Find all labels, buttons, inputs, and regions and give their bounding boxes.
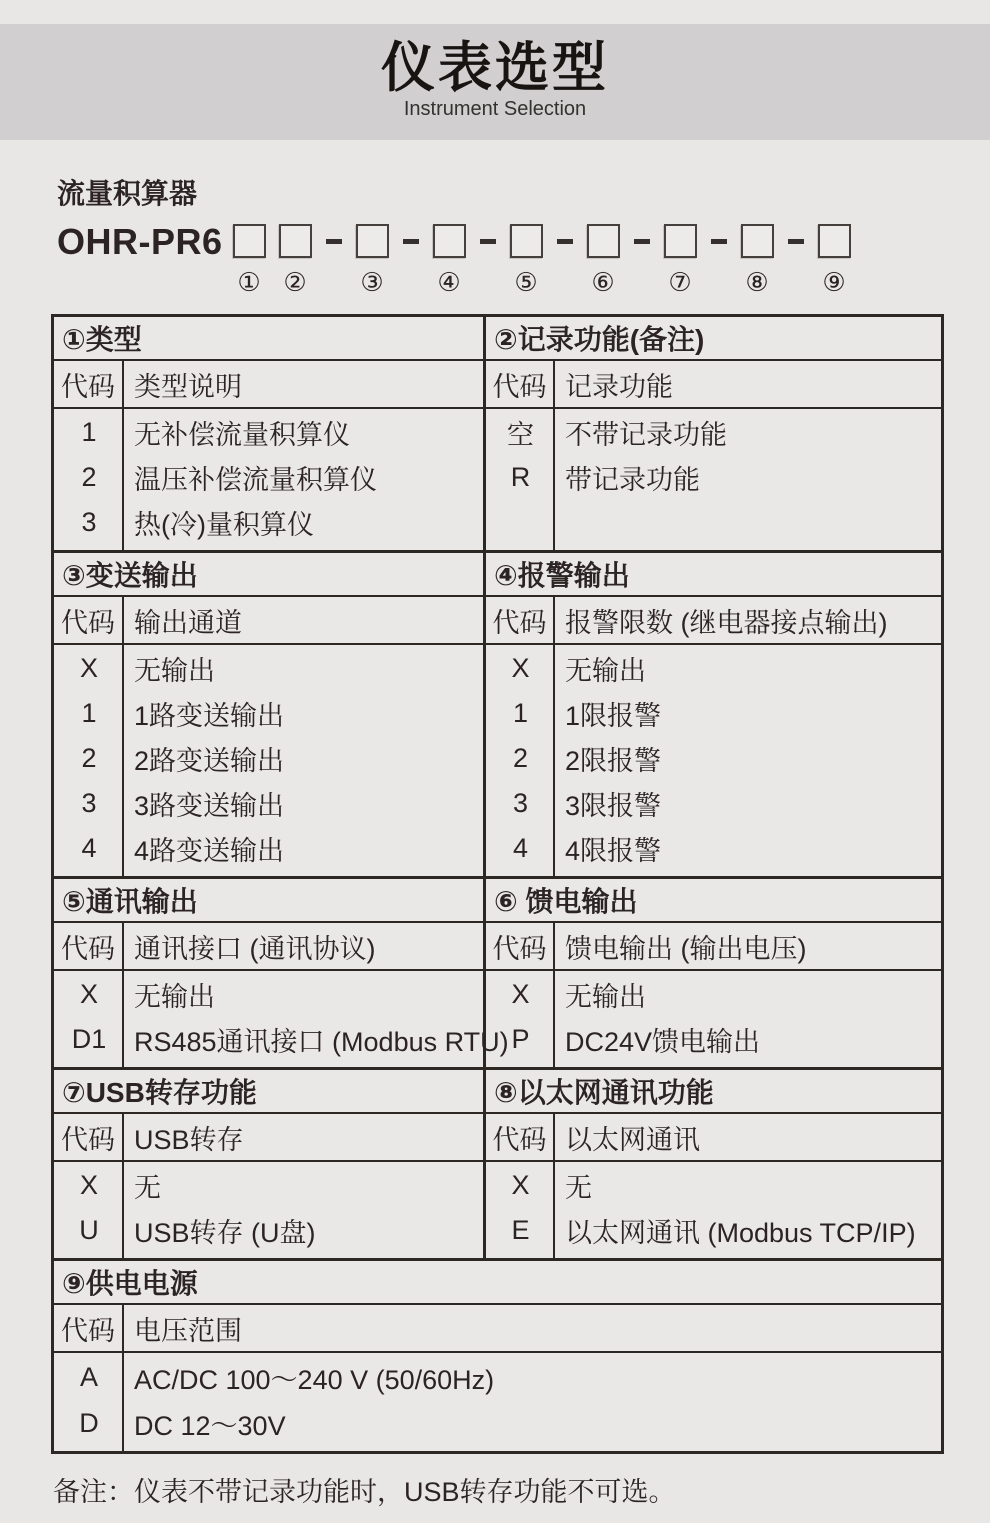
page-subtitle: Instrument Selection (403, 97, 587, 120)
code-cell: U (79, 1215, 99, 1245)
column-divider (553, 1162, 555, 1258)
selection-table (51, 314, 944, 1454)
desc-column-header: 报警限数 (继电器接点输出) (565, 607, 888, 638)
table-row (54, 410, 483, 455)
section-header-row (54, 1114, 483, 1162)
position-number: ① (237, 268, 261, 298)
section-body (486, 971, 941, 1067)
code-cell: X (79, 1170, 98, 1200)
model-dash (634, 224, 650, 258)
desc-cell: 无输出 (565, 982, 646, 1012)
model-digit-box (233, 224, 266, 258)
model-dash (326, 224, 342, 258)
desc-column-header: USB转存 (134, 1124, 244, 1155)
code-column-header: 代码 (54, 361, 124, 407)
code-cell: 1 (81, 417, 97, 447)
code-cell: P (511, 1024, 530, 1054)
column-divider (122, 971, 124, 1067)
section-body (486, 645, 941, 876)
model-dash (480, 224, 496, 258)
desc-cell: 热(冷)量积算仪 (134, 510, 314, 540)
code-cell: D1 (71, 1024, 107, 1054)
model-digit-box (587, 224, 620, 258)
table-row (54, 781, 483, 826)
code-cell: X (79, 653, 98, 683)
code-column-header: 代码 (486, 361, 555, 407)
dash-icon (403, 224, 419, 258)
section-body (54, 645, 483, 876)
section-header-row (486, 597, 941, 645)
section-header-row (486, 361, 941, 409)
section-header-row (54, 597, 483, 645)
table-row (54, 1017, 509, 1062)
model-digit-box (510, 224, 543, 258)
code-cell: 2 (81, 462, 97, 492)
column-divider (122, 1353, 124, 1451)
table-row (54, 691, 483, 736)
model-position-6 (587, 224, 620, 296)
code-cell: 4 (81, 833, 97, 863)
section-body (54, 409, 483, 550)
section-usb-transfer (54, 1070, 483, 1258)
desc-cell: 1路变送输出 (134, 701, 285, 731)
code-column-header: 代码 (54, 1305, 124, 1351)
code-cell: X (511, 979, 530, 1009)
section-header-row (54, 923, 483, 971)
model-digit-box (818, 224, 851, 258)
model-code-row (57, 221, 990, 298)
desc-cell: DC 12～30V (134, 1410, 286, 1441)
code-cell: 4 (512, 833, 529, 863)
table-row (54, 500, 483, 545)
position-number: ③ (360, 268, 384, 298)
section-header-row (54, 1305, 941, 1353)
section-title: ③变送输出 (54, 553, 483, 597)
model-position-4 (433, 224, 466, 296)
section-title: ②记录功能(备注) (486, 317, 941, 361)
table-band-1 (54, 317, 941, 550)
table-row (54, 1354, 941, 1400)
model-position-8 (741, 224, 774, 296)
model-dash (711, 224, 727, 258)
code-column-header: 代码 (486, 597, 555, 643)
code-cell: 1 (512, 698, 529, 728)
position-number: ④ (437, 268, 461, 298)
position-number: ② (283, 268, 307, 298)
desc-column-header: 类型说明 (134, 371, 242, 402)
desc-cell: 无输出 (565, 656, 646, 686)
desc-cell: 3限报警 (565, 791, 662, 821)
section-body (486, 1162, 941, 1258)
section-body (486, 409, 941, 550)
code-cell: R (510, 462, 531, 492)
code-cell: 3 (81, 788, 97, 818)
model-dash (788, 224, 804, 258)
dash-icon (480, 224, 496, 258)
table-row (54, 736, 483, 781)
section-transmit-output (54, 553, 483, 876)
desc-column-header: 输出通道 (134, 607, 242, 638)
section-feed-output (483, 879, 941, 1067)
section-record-function (483, 317, 941, 550)
code-cell: A (79, 1361, 98, 1392)
position-number: ⑤ (514, 268, 538, 298)
desc-cell: 3路变送输出 (134, 791, 285, 821)
dash-icon (557, 224, 573, 258)
desc-cell: AC/DC 100～240 V (50/60Hz) (134, 1364, 495, 1395)
desc-column-header: 记录功能 (565, 371, 673, 402)
footnote: 备注：仪表不带记录功能时，USB转存功能不可选。 (53, 1477, 676, 1507)
column-divider (122, 1162, 124, 1258)
position-number: ⑦ (668, 268, 692, 298)
desc-cell: 4路变送输出 (134, 836, 285, 866)
code-cell: E (511, 1215, 530, 1245)
code-cell: X (511, 1170, 530, 1200)
desc-cell: 2路变送输出 (134, 746, 285, 776)
column-divider (122, 645, 124, 876)
table-row (54, 826, 483, 871)
code-cell: D (79, 1407, 99, 1438)
code-cell: 3 (81, 507, 97, 537)
model-prefix: OHR-PR6 (57, 221, 223, 262)
model-digit-box (664, 224, 697, 258)
section-alarm-output (483, 553, 941, 876)
section-header-row (54, 361, 483, 409)
section-title: ⑦USB转存功能 (54, 1070, 483, 1114)
desc-cell: 2限报警 (565, 746, 662, 776)
code-column-header: 代码 (54, 1114, 124, 1160)
section-title: ⑤通讯输出 (54, 879, 483, 923)
page-title: 仪表选型 (381, 38, 609, 98)
table-row (54, 455, 483, 500)
code-column-header: 代码 (486, 1114, 555, 1160)
desc-cell: 不带记录功能 (565, 420, 727, 450)
table-row (54, 972, 483, 1017)
desc-cell: 温压补偿流量积算仪 (134, 465, 377, 495)
section-title: ⑨供电电源 (54, 1261, 941, 1305)
desc-cell: 无 (565, 1173, 592, 1203)
table-band-4 (54, 1067, 941, 1258)
desc-cell: USB转存 (U盘) (134, 1218, 316, 1248)
desc-column-header: 电压范围 (134, 1315, 242, 1346)
code-cell: X (511, 653, 530, 683)
column-divider (122, 409, 124, 550)
table-row (54, 1400, 941, 1446)
table-band-2 (54, 550, 941, 876)
desc-cell: 无 (134, 1173, 161, 1203)
desc-cell: RS485通讯接口 (Modbus RTU) (134, 1027, 509, 1057)
code-cell: X (79, 979, 98, 1009)
model-dash (557, 224, 573, 258)
dash-icon (788, 224, 804, 258)
model-position-3 (356, 224, 389, 296)
code-cell: 3 (512, 788, 529, 818)
section-body (54, 971, 509, 1067)
section-body (54, 1162, 483, 1258)
desc-cell: 无输出 (134, 982, 215, 1012)
section-header-row (486, 923, 941, 971)
section-communication-output (54, 879, 509, 1067)
model-digit-box (356, 224, 389, 258)
section-body (54, 1353, 941, 1451)
code-cell: 2 (81, 743, 97, 773)
section-title: ①类型 (54, 317, 483, 361)
desc-cell: 4限报警 (565, 836, 662, 866)
dash-icon (326, 224, 342, 258)
position-number: ⑥ (591, 268, 615, 298)
code-cell: 2 (512, 743, 529, 773)
code-cell: 空 (507, 420, 534, 450)
section-title: ④报警输出 (486, 553, 941, 597)
desc-cell: DC24V馈电输出 (565, 1027, 761, 1057)
table-row (54, 1163, 483, 1208)
section-title: ⑧以太网通讯功能 (486, 1070, 941, 1114)
code-column-header: 代码 (486, 923, 555, 969)
desc-cell: 1限报警 (565, 701, 662, 731)
desc-cell: 无输出 (134, 656, 215, 686)
position-number: ⑧ (745, 268, 769, 298)
table-row (54, 1208, 483, 1253)
model-position-2 (279, 224, 312, 296)
dash-icon (634, 224, 650, 258)
section-header-row (486, 1114, 941, 1162)
dash-icon (711, 224, 727, 258)
page-header-band (0, 24, 990, 140)
desc-column-header: 馈电输出 (输出电压) (565, 933, 807, 964)
desc-cell: 无补偿流量积算仪 (134, 420, 350, 450)
model-position-9 (818, 224, 851, 296)
model-position-7 (664, 224, 697, 296)
model-digit-box (279, 224, 312, 258)
table-row (54, 646, 483, 691)
column-divider (553, 971, 555, 1067)
section-title: ⑥ 馈电输出 (486, 879, 941, 923)
desc-column-header: 通讯接口 (通讯协议) (134, 933, 376, 964)
code-column-header: 代码 (54, 923, 124, 969)
position-number: ⑨ (822, 268, 846, 298)
model-position-1 (233, 224, 266, 296)
model-digit-box (433, 224, 466, 258)
desc-cell: 以太网通讯 (Modbus TCP/IP) (565, 1218, 916, 1248)
section-power-supply (54, 1258, 941, 1451)
section-type (54, 317, 483, 550)
column-divider (553, 645, 555, 876)
model-digit-box (741, 224, 774, 258)
code-column-header: 代码 (54, 597, 124, 643)
product-name: 流量积算器 (57, 178, 198, 209)
model-position-5 (510, 224, 543, 296)
code-cell: 1 (81, 698, 97, 728)
desc-cell: 带记录功能 (565, 465, 700, 495)
section-ethernet (483, 1070, 941, 1258)
model-dash (403, 224, 419, 258)
table-band-3 (54, 876, 941, 1067)
desc-column-header: 以太网通讯 (565, 1124, 700, 1155)
column-divider (553, 409, 555, 550)
